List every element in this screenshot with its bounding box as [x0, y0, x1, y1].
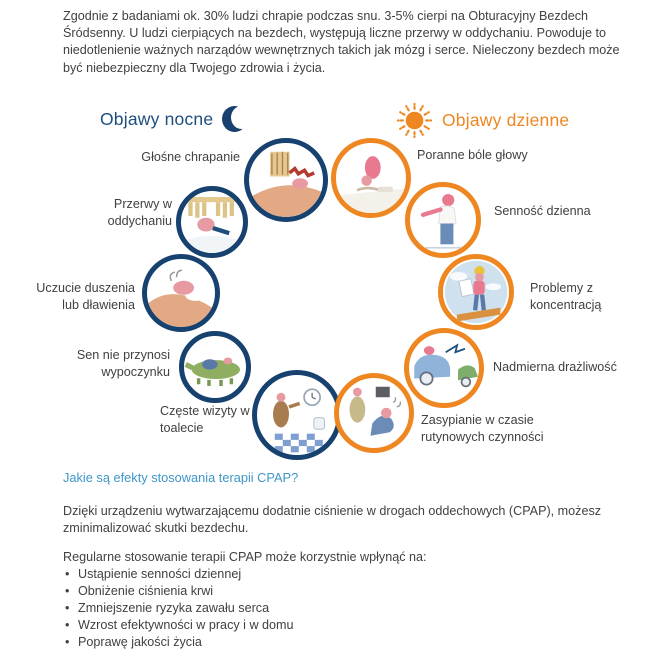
illustration-irritability [409, 333, 479, 403]
cpap-benefits-list [63, 566, 294, 651]
label-morning-headaches: Poranne bóle głowy [417, 148, 528, 162]
label-daytime-sleepiness: Senność dzienna [494, 204, 591, 218]
cpap-benefit-item: • Zmniejszenie ryzyka zawału serca [63, 600, 294, 617]
illustration-concentration-problems [443, 259, 509, 325]
illustration-morning-headaches [336, 143, 406, 213]
cpap-benefit-item: • Ustąpienie senności dziennej [63, 566, 294, 583]
symptom-circle-unrefreshing-sleep [179, 331, 251, 403]
label-toilet-visits: Częste wizyty w toalecie [160, 404, 250, 435]
illustration-breathing-pauses [181, 191, 243, 253]
cpap-benefit-item: • Wzrost efektywności w pracy i w domu [63, 617, 294, 634]
illustration-choking [147, 259, 215, 327]
cpap-section-heading: Jakie są efekty stosowania terapii CPAP? [63, 470, 299, 485]
symptom-circle-falling-asleep [334, 373, 414, 453]
label-unrefreshing-sleep: Sen nie przynosi wypoczynku [76, 348, 170, 379]
symptom-circle-irritability [404, 328, 484, 408]
illustration-loud-snoring [249, 143, 323, 217]
label-choking: Uczucie duszenia lub dławienia [36, 281, 135, 312]
cpap-list-intro: Regularne stosowanie terapii CPAP może korzystnie wpłynąć na: [63, 550, 427, 564]
cpap-benefit-item: • Poprawę jakości życia [63, 634, 294, 651]
illustration-unrefreshing-sleep [184, 336, 246, 398]
symptom-circle-daytime-sleepiness [405, 182, 481, 258]
cpap-benefit-item: • Obniżenie ciśnienia krwi [63, 583, 294, 600]
day-header-label: Objawy dzienne [442, 110, 570, 130]
symptom-circle-morning-headaches [331, 138, 411, 218]
cpap-paragraph: Dzięki urządzeniu wytwarzającemu dodatnie ciśnienie w drogach oddechowych (CPAP), możesz zminimalizować skutki bezdechu. [63, 504, 602, 535]
symptom-circle-concentration-problems [438, 254, 514, 330]
label-concentration-problems: Problemy z koncentracją [530, 281, 602, 312]
label-irritability: Nadmierna drażliwość [493, 360, 617, 374]
label-breathing-pauses: Przerwy w oddychaniu [107, 197, 172, 228]
symptom-circle-choking [142, 254, 220, 332]
symptom-circle-toilet-visits [252, 370, 342, 460]
illustration-toilet-visits [257, 375, 337, 455]
intro-paragraph: Zgodnie z badaniami ok. 30% ludzi chrapie podczas snu. 3-5% cierpi na Obturacyjny Bezdech Śródsenny. U ludzi cierpiących na bezdech, występują liczne przerwy w oddychaniu. Powoduje to niedotlenienie ważnych narządów wewnętrznych takich jak mózg i serce. Nieleczony bezdech może być niebezpieczny dla Twojego zdrowia i życia. [63, 9, 620, 75]
illustration-daytime-sleepiness [410, 187, 476, 253]
night-header-label: Objawy nocne [100, 108, 214, 129]
illustration-falling-asleep [339, 378, 409, 448]
label-falling-asleep: Zasypianie w czasie rutynowych czynności [421, 413, 544, 444]
night-symptoms-header [100, 106, 247, 132]
moon-icon [222, 106, 247, 132]
sun-icon [396, 102, 433, 139]
label-loud-snoring: Głośne chrapanie [141, 150, 240, 164]
day-symptoms-header [396, 102, 569, 139]
symptom-circle-breathing-pauses [176, 186, 248, 258]
symptom-circle-loud-snoring [244, 138, 328, 222]
